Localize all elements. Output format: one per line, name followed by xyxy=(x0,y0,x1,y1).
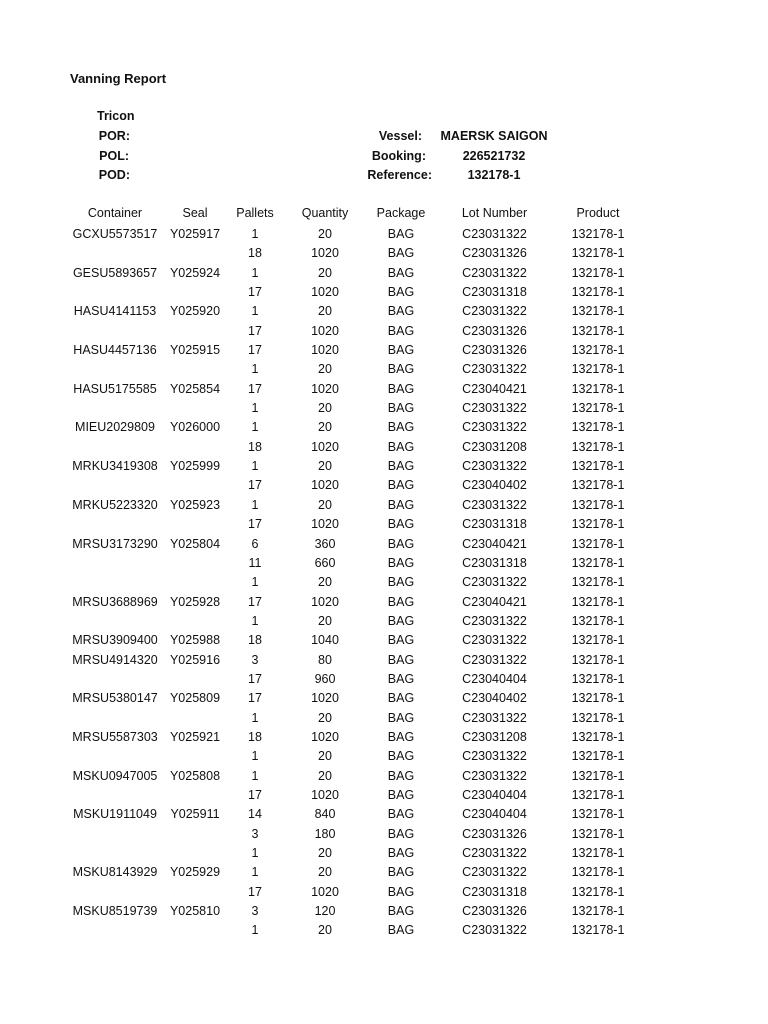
pallets-cell: 18 xyxy=(248,729,262,744)
company-name: Tricon xyxy=(97,109,135,123)
reference-value: 132178-1 xyxy=(467,168,521,182)
lot-number-cell: C23031318 xyxy=(462,517,527,532)
container-cell: MRKU3419308 xyxy=(72,459,158,474)
product-cell: 132178-1 xyxy=(571,807,625,822)
package-cell: BAG xyxy=(387,497,415,512)
seal-cell: Y025917 xyxy=(169,227,221,241)
column-header-seal: Seal xyxy=(182,206,208,220)
lot-number-cell: C23031326 xyxy=(462,904,527,919)
table-row xyxy=(0,458,768,477)
product-cell: 132178-1 xyxy=(571,787,625,802)
lot-number-cell: C23040404 xyxy=(462,671,527,686)
pallets-cell: 1 xyxy=(251,749,259,764)
lot-number-cell: C23040421 xyxy=(462,594,527,609)
table-row xyxy=(0,613,768,632)
table-row xyxy=(0,787,768,806)
container-cell: MRSU4914320 xyxy=(72,652,158,667)
pallets-cell: 18 xyxy=(248,246,262,261)
table-row xyxy=(0,710,768,729)
lot-number-cell: C23031322 xyxy=(462,865,527,880)
quantity-cell: 1020 xyxy=(311,594,339,609)
product-cell: 132178-1 xyxy=(571,439,625,454)
quantity-cell: 180 xyxy=(314,826,336,841)
product-cell: 132178-1 xyxy=(571,846,625,860)
quantity-cell: 20 xyxy=(318,497,332,512)
table-row xyxy=(0,323,768,342)
table-row xyxy=(0,419,768,438)
seal-cell: Y025809 xyxy=(169,691,221,706)
table-row xyxy=(0,303,768,322)
package-cell: BAG xyxy=(387,227,415,241)
package-cell: BAG xyxy=(387,381,415,396)
package-cell: BAG xyxy=(387,478,415,493)
table-row xyxy=(0,400,768,419)
table-row xyxy=(0,729,768,748)
product-cell: 132178-1 xyxy=(571,555,625,570)
product-cell: 132178-1 xyxy=(571,671,625,686)
quantity-cell: 80 xyxy=(318,652,332,667)
pallets-cell: 1 xyxy=(251,265,259,280)
product-cell: 132178-1 xyxy=(571,633,625,648)
quantity-cell: 20 xyxy=(318,420,332,435)
pallets-cell: 3 xyxy=(251,904,259,919)
seal-cell: Y025923 xyxy=(169,497,221,512)
container-cell: GESU5893657 xyxy=(72,265,158,280)
seal-cell: Y026000 xyxy=(169,420,221,435)
table-row xyxy=(0,884,768,903)
lot-number-cell: C23031322 xyxy=(462,710,527,725)
container-cell: MRSU5587303 xyxy=(72,729,158,744)
table-row xyxy=(0,342,768,361)
product-cell: 132178-1 xyxy=(571,904,625,919)
quantity-cell: 1020 xyxy=(311,517,339,532)
quantity-cell: 1020 xyxy=(311,691,339,706)
quantity-cell: 20 xyxy=(318,459,332,474)
package-cell: BAG xyxy=(387,362,415,377)
column-header-product: Product xyxy=(576,206,620,220)
seal-cell: Y025808 xyxy=(169,768,221,783)
lot-number-cell: C23031318 xyxy=(462,555,527,570)
package-cell: BAG xyxy=(387,575,415,590)
pallets-cell: 14 xyxy=(248,807,262,822)
lot-number-cell: C23031322 xyxy=(462,633,527,648)
table-row xyxy=(0,536,768,555)
table-row xyxy=(0,516,768,535)
container-cell: MSKU8519739 xyxy=(72,904,158,919)
lot-number-cell: C23031322 xyxy=(462,652,527,667)
table-row xyxy=(0,555,768,574)
lot-number-cell: C23031322 xyxy=(462,265,527,280)
package-cell: BAG xyxy=(387,691,415,706)
pallets-cell: 3 xyxy=(251,652,259,667)
reference-label: Reference: xyxy=(367,168,432,182)
table-row xyxy=(0,226,768,245)
quantity-cell: 120 xyxy=(314,904,336,919)
table-row xyxy=(0,826,768,845)
table-row xyxy=(0,671,768,690)
lot-number-cell: C23031322 xyxy=(462,575,527,590)
table-row xyxy=(0,806,768,825)
container-cell: MRSU3688969 xyxy=(72,594,158,609)
lot-number-cell: C23031322 xyxy=(462,227,527,241)
quantity-cell: 1020 xyxy=(311,381,339,396)
table-row xyxy=(0,922,768,941)
lot-number-cell: C23031326 xyxy=(462,343,527,358)
package-cell: BAG xyxy=(387,923,415,938)
pallets-cell: 1 xyxy=(251,497,259,512)
quantity-cell: 20 xyxy=(318,575,332,590)
table-row xyxy=(0,284,768,303)
product-cell: 132178-1 xyxy=(571,652,625,667)
pallets-cell: 18 xyxy=(248,633,262,648)
container-cell: MSKU0947005 xyxy=(72,768,158,783)
pallets-cell: 17 xyxy=(248,787,262,802)
pallets-cell: 1 xyxy=(251,362,259,377)
column-header-lot-number: Lot Number xyxy=(461,206,528,220)
lot-number-cell: C23031322 xyxy=(462,401,527,416)
product-cell: 132178-1 xyxy=(571,826,625,841)
table-row xyxy=(0,864,768,883)
quantity-cell: 1020 xyxy=(311,323,339,338)
product-cell: 132178-1 xyxy=(571,575,625,590)
lot-number-cell: C23040421 xyxy=(462,381,527,396)
seal-cell: Y025928 xyxy=(169,594,221,609)
product-cell: 132178-1 xyxy=(571,691,625,706)
lot-number-cell: C23031322 xyxy=(462,304,527,319)
pallets-cell: 1 xyxy=(251,304,259,319)
pallets-cell: 17 xyxy=(248,285,262,300)
quantity-cell: 360 xyxy=(314,536,336,551)
package-cell: BAG xyxy=(387,904,415,919)
pallets-cell: 1 xyxy=(251,575,259,590)
pallets-cell: 6 xyxy=(251,536,259,551)
quantity-cell: 1020 xyxy=(311,246,339,261)
product-cell: 132178-1 xyxy=(571,923,625,938)
package-cell: BAG xyxy=(387,671,415,686)
pallets-cell: 17 xyxy=(248,478,262,493)
table-row xyxy=(0,361,768,380)
pallets-cell: 17 xyxy=(248,517,262,532)
pallets-cell: 1 xyxy=(251,613,259,628)
seal-cell: Y025911 xyxy=(170,807,220,822)
product-cell: 132178-1 xyxy=(571,343,625,358)
pallets-cell: 1 xyxy=(251,227,259,241)
table-row xyxy=(0,497,768,516)
lot-number-cell: C23040421 xyxy=(462,536,527,551)
package-cell: BAG xyxy=(387,710,415,725)
container-cell: MRKU5223320 xyxy=(72,497,158,512)
package-cell: BAG xyxy=(387,439,415,454)
column-header-package: Package xyxy=(376,206,426,220)
lot-number-cell: C23040404 xyxy=(462,807,527,822)
lot-number-cell: C23031326 xyxy=(462,323,527,338)
quantity-cell: 20 xyxy=(318,265,332,280)
lot-number-cell: C23040404 xyxy=(462,787,527,802)
container-cell: MIEU2029809 xyxy=(75,420,155,435)
product-cell: 132178-1 xyxy=(571,613,625,628)
seal-cell: Y025915 xyxy=(169,343,221,358)
pallets-cell: 1 xyxy=(251,420,259,435)
product-cell: 132178-1 xyxy=(571,517,625,532)
package-cell: BAG xyxy=(387,749,415,764)
quantity-cell: 20 xyxy=(318,613,332,628)
lot-number-cell: C23031318 xyxy=(462,884,527,899)
report-title: Vanning Report xyxy=(70,71,167,86)
table-row xyxy=(0,845,768,864)
quantity-cell: 20 xyxy=(318,304,332,319)
container-cell: MRSU5380147 xyxy=(72,691,158,706)
seal-cell: Y025920 xyxy=(169,304,221,319)
product-cell: 132178-1 xyxy=(571,749,625,764)
product-cell: 132178-1 xyxy=(571,381,625,396)
container-cell: MRSU3909400 xyxy=(72,633,158,648)
product-cell: 132178-1 xyxy=(571,420,625,435)
product-cell: 132178-1 xyxy=(571,710,625,725)
quantity-cell: 20 xyxy=(318,846,332,860)
package-cell: BAG xyxy=(387,613,415,628)
quantity-cell: 20 xyxy=(318,401,332,416)
package-cell: BAG xyxy=(387,865,415,880)
pol-label: POL: xyxy=(99,149,129,163)
quantity-cell: 1020 xyxy=(311,439,339,454)
package-cell: BAG xyxy=(387,323,415,338)
pallets-cell: 1 xyxy=(251,401,259,416)
quantity-cell: 20 xyxy=(318,227,332,241)
lot-number-cell: C23031322 xyxy=(462,846,527,860)
container-cell: MSKU8143929 xyxy=(72,865,158,880)
package-cell: BAG xyxy=(387,420,415,435)
package-cell: BAG xyxy=(387,594,415,609)
product-cell: 132178-1 xyxy=(571,768,625,783)
lot-number-cell: C23031326 xyxy=(462,826,527,841)
container-cell: HASU4457136 xyxy=(73,343,157,358)
pallets-cell: 17 xyxy=(248,884,262,899)
quantity-cell: 20 xyxy=(318,710,332,725)
seal-cell: Y025999 xyxy=(169,459,221,474)
booking-label: Booking: xyxy=(371,149,426,163)
package-cell: BAG xyxy=(387,729,415,744)
table-row xyxy=(0,632,768,651)
product-cell: 132178-1 xyxy=(571,401,625,416)
package-cell: BAG xyxy=(387,652,415,667)
package-cell: BAG xyxy=(387,768,415,783)
package-cell: BAG xyxy=(387,536,415,551)
seal-cell: Y025810 xyxy=(169,904,221,919)
product-cell: 132178-1 xyxy=(571,323,625,338)
seal-cell: Y025988 xyxy=(169,633,221,648)
pallets-cell: 3 xyxy=(251,826,259,841)
product-cell: 132178-1 xyxy=(571,304,625,319)
vessel-value: MAERSK SAIGON xyxy=(440,129,548,143)
product-cell: 132178-1 xyxy=(571,497,625,512)
lot-number-cell: C23031322 xyxy=(462,768,527,783)
lot-number-cell: C23031322 xyxy=(462,459,527,474)
lot-number-cell: C23031208 xyxy=(462,729,527,744)
package-cell: BAG xyxy=(387,633,415,648)
lot-number-cell: C23031322 xyxy=(462,362,527,377)
package-cell: BAG xyxy=(387,517,415,532)
package-cell: BAG xyxy=(387,826,415,841)
seal-cell: Y025929 xyxy=(169,865,221,880)
product-cell: 132178-1 xyxy=(571,884,625,899)
pallets-cell: 18 xyxy=(248,439,262,454)
table-row xyxy=(0,574,768,593)
lot-number-cell: C23031322 xyxy=(462,749,527,764)
quantity-cell: 20 xyxy=(318,749,332,764)
seal-cell: Y025854 xyxy=(169,381,221,396)
quantity-cell: 1020 xyxy=(311,478,339,493)
product-cell: 132178-1 xyxy=(571,536,625,551)
pod-label: POD: xyxy=(98,168,130,182)
package-cell: BAG xyxy=(387,246,415,261)
vanning-table-body xyxy=(0,226,768,942)
container-cell: GCXU5573517 xyxy=(72,227,158,241)
lot-number-cell: C23040402 xyxy=(462,691,527,706)
por-label: POR: xyxy=(98,129,130,143)
package-cell: BAG xyxy=(387,555,415,570)
package-cell: BAG xyxy=(387,285,415,300)
table-row xyxy=(0,265,768,284)
container-cell: HASU5175585 xyxy=(73,381,157,396)
table-row xyxy=(0,903,768,922)
pallets-cell: 17 xyxy=(248,691,262,706)
table-row xyxy=(0,477,768,496)
quantity-cell: 20 xyxy=(318,865,332,880)
pallets-cell: 17 xyxy=(248,381,262,396)
lot-number-cell: C23031322 xyxy=(462,497,527,512)
table-row xyxy=(0,690,768,709)
package-cell: BAG xyxy=(387,265,415,280)
pallets-cell: 17 xyxy=(248,323,262,338)
container-cell: HASU4141153 xyxy=(73,304,157,319)
product-cell: 132178-1 xyxy=(571,594,625,609)
quantity-cell: 20 xyxy=(318,362,332,377)
table-row xyxy=(0,594,768,613)
package-cell: BAG xyxy=(387,304,415,319)
product-cell: 132178-1 xyxy=(571,459,625,474)
quantity-cell: 840 xyxy=(314,807,336,822)
product-cell: 132178-1 xyxy=(571,729,625,744)
table-row xyxy=(0,768,768,787)
lot-number-cell: C23031326 xyxy=(462,246,527,261)
pallets-cell: 1 xyxy=(251,846,259,860)
quantity-cell: 660 xyxy=(314,555,336,570)
vessel-label: Vessel: xyxy=(378,129,422,143)
quantity-cell: 1020 xyxy=(311,285,339,300)
lot-number-cell: C23031322 xyxy=(462,923,527,938)
pallets-cell: 1 xyxy=(251,710,259,725)
table-row xyxy=(0,439,768,458)
booking-value: 226521732 xyxy=(462,149,526,163)
quantity-cell: 960 xyxy=(314,671,336,686)
pallets-cell: 17 xyxy=(248,343,262,358)
pallets-cell: 11 xyxy=(248,555,262,570)
package-cell: BAG xyxy=(387,846,415,860)
quantity-cell: 20 xyxy=(318,923,332,938)
table-row xyxy=(0,652,768,671)
product-cell: 132178-1 xyxy=(571,265,625,280)
container-cell: MSKU1911049 xyxy=(73,807,157,822)
product-cell: 132178-1 xyxy=(571,285,625,300)
quantity-cell: 1040 xyxy=(311,633,339,648)
package-cell: BAG xyxy=(387,343,415,358)
package-cell: BAG xyxy=(387,459,415,474)
pallets-cell: 1 xyxy=(251,865,259,880)
pallets-cell: 1 xyxy=(251,923,259,938)
seal-cell: Y025921 xyxy=(169,729,221,744)
pallets-cell: 17 xyxy=(248,594,262,609)
lot-number-cell: C23040402 xyxy=(462,478,527,493)
table-row xyxy=(0,245,768,264)
quantity-cell: 1020 xyxy=(311,787,339,802)
package-cell: BAG xyxy=(387,787,415,802)
quantity-cell: 20 xyxy=(318,768,332,783)
column-header-pallets: Pallets xyxy=(236,206,274,220)
product-cell: 132178-1 xyxy=(571,362,625,377)
pallets-cell: 1 xyxy=(251,768,259,783)
lot-number-cell: C23031208 xyxy=(462,439,527,454)
quantity-cell: 1020 xyxy=(311,343,339,358)
product-cell: 132178-1 xyxy=(571,227,625,241)
package-cell: BAG xyxy=(387,401,415,416)
quantity-cell: 1020 xyxy=(311,884,339,899)
seal-cell: Y025924 xyxy=(169,265,221,280)
product-cell: 132178-1 xyxy=(571,865,625,880)
column-header-container: Container xyxy=(87,206,143,220)
package-cell: BAG xyxy=(387,884,415,899)
package-cell: BAG xyxy=(387,807,415,822)
seal-cell: Y025804 xyxy=(169,536,221,551)
product-cell: 132178-1 xyxy=(571,246,625,261)
quantity-cell: 1020 xyxy=(311,729,339,744)
lot-number-cell: C23031322 xyxy=(462,613,527,628)
container-cell: MRSU3173290 xyxy=(72,536,158,551)
column-header-quantity: Quantity xyxy=(301,206,349,220)
table-row xyxy=(0,381,768,400)
table-row xyxy=(0,748,768,767)
lot-number-cell: C23031318 xyxy=(462,285,527,300)
pallets-cell: 17 xyxy=(248,671,262,686)
product-cell: 132178-1 xyxy=(571,478,625,493)
pallets-cell: 1 xyxy=(251,459,259,474)
lot-number-cell: C23031322 xyxy=(462,420,527,435)
seal-cell: Y025916 xyxy=(169,652,221,667)
